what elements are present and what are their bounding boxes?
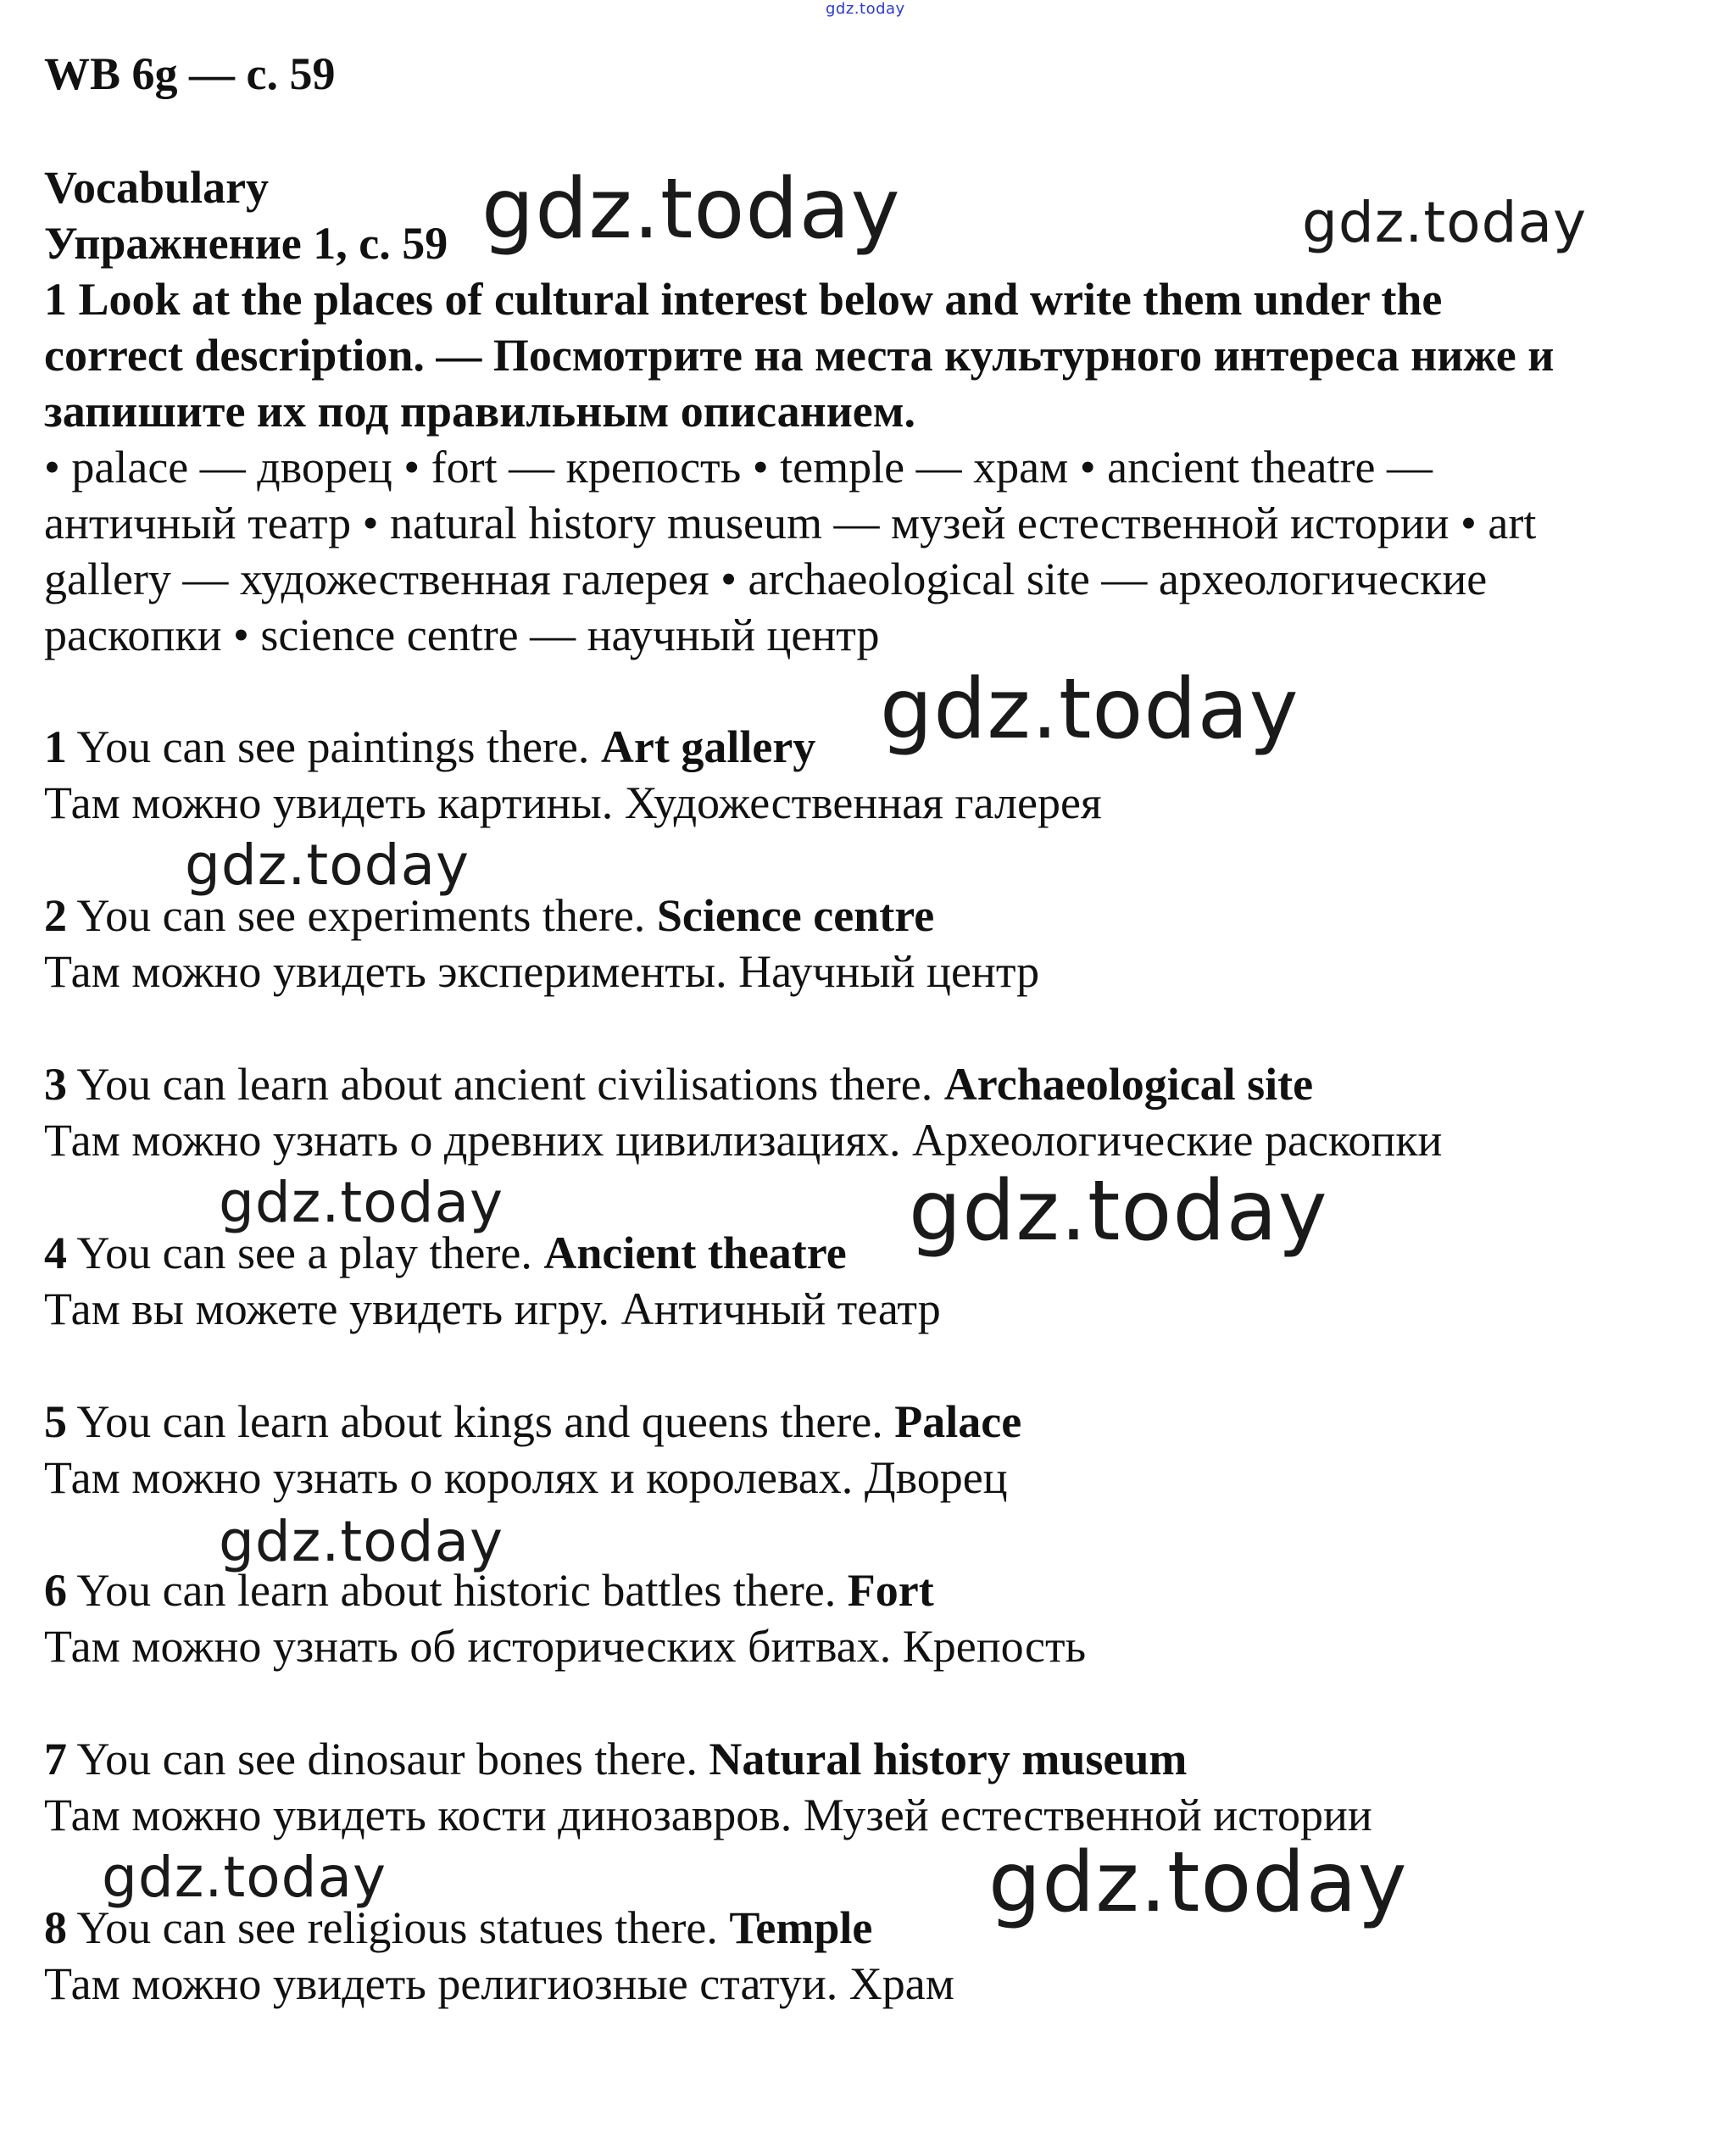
- watermark: gdz.today: [909, 1163, 1328, 1260]
- answer-number: 8: [44, 1902, 67, 1953]
- answer-sentence: You can see paintings there.: [67, 721, 601, 772]
- watermark: gdz.today: [185, 832, 470, 898]
- top-watermark: gdz.today: [826, 0, 905, 18]
- translation-6: Там можно узнать об исторических битвах. Крепость: [44, 1621, 1087, 1672]
- translation-4: Там вы можете увидеть игру. Античный театр: [44, 1283, 941, 1334]
- answer-sentence: You can learn about ancient civilisations there.: [67, 1059, 944, 1110]
- watermark: gdz.today: [481, 161, 901, 258]
- word-list-line-4: раскопки • science centre — научный центр: [44, 610, 880, 660]
- answer-3: [44, 1056, 1313, 1112]
- answer-sentence: You can see experiments there.: [67, 890, 657, 941]
- translation-3: Там можно узнать о древних цивилизациях. Археологические раскопки: [44, 1115, 1443, 1166]
- answer-sentence: You can see dinosaur bones there.: [67, 1734, 709, 1784]
- answer-7: [44, 1731, 1187, 1787]
- translation-5: Там можно узнать о королях и королевах. Дворец: [44, 1452, 1008, 1503]
- watermark: gdz.today: [1302, 190, 1588, 255]
- word-list-line-2: античный театр • natural history museum — музей естественной истории • art: [44, 498, 1537, 548]
- answer-word: Ancient theatre: [543, 1228, 847, 1278]
- answer-word: Archaeological site: [943, 1059, 1314, 1110]
- answer-number: 5: [44, 1396, 67, 1447]
- answer-sentence: You can learn about historic battles there.: [67, 1565, 848, 1616]
- translation-2: Там можно увидеть эксперименты. Научный центр: [44, 946, 1040, 997]
- watermark: gdz.today: [988, 1834, 1408, 1931]
- task-line-1: 1 Look at the places of cultural interest below and write them under the: [44, 274, 1443, 325]
- answer-number: 3: [44, 1059, 67, 1110]
- word-list-line-3: gallery — художественная галерея • archaeological site — археологические: [44, 554, 1488, 604]
- answer-word: Art gallery: [600, 721, 816, 772]
- answer-word: Science centre: [656, 890, 935, 941]
- watermark: gdz.today: [102, 1845, 387, 1910]
- answer-sentence: You can learn about kings and queens there.: [67, 1396, 895, 1447]
- page-title: WB 6g — с. 59: [44, 48, 336, 99]
- answer-number: 6: [44, 1565, 67, 1616]
- answer-number: 1: [44, 721, 67, 772]
- answer-word: Temple: [729, 1902, 873, 1953]
- answer-number: 4: [44, 1228, 67, 1278]
- translation-8: Там можно увидеть религиозные статуи. Храм: [44, 1958, 954, 2009]
- section-title: Vocabulary: [44, 162, 270, 213]
- answer-number: 2: [44, 890, 67, 941]
- answer-5: [44, 1394, 1021, 1450]
- answer-word: Fort: [847, 1565, 934, 1616]
- task-line-2: correct description. — Посмотрите на места культурного интереса ниже и: [44, 330, 1555, 381]
- answer-1: [44, 719, 815, 775]
- answer-2: [44, 888, 934, 944]
- task-line-3: запишите их под правильным описанием.: [44, 386, 916, 437]
- translation-7: Там можно увидеть кости динозавров. Музей естественной истории: [44, 1790, 1372, 1840]
- answer-sentence: You can see religious statues there.: [67, 1902, 730, 1953]
- translation-1: Там можно увидеть картины. Художественная галерея: [44, 777, 1102, 828]
- answer-number: 7: [44, 1734, 67, 1784]
- watermark: gdz.today: [880, 661, 1299, 758]
- watermark: gdz.today: [219, 1170, 504, 1235]
- answer-word: Natural history museum: [709, 1734, 1188, 1784]
- answer-sentence: You can see a play there.: [67, 1228, 544, 1278]
- word-list-line-1: • palace — дворец • fort — крепость • temple — храм • ancient theatre —: [44, 442, 1433, 493]
- exercise-title: Упражнение 1, с. 59: [44, 218, 448, 269]
- answer-word: Palace: [894, 1396, 1022, 1447]
- watermark: gdz.today: [219, 1509, 504, 1574]
